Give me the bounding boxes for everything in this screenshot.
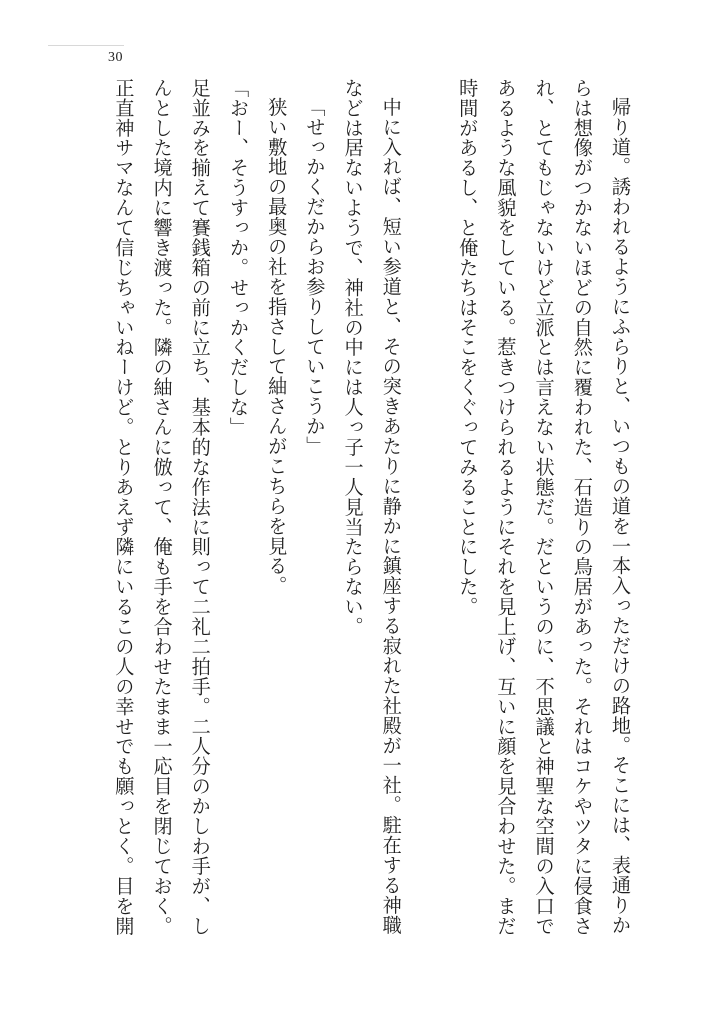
text-line: 「おー、そうすっか。せっかくだしな」 [226, 78, 250, 438]
text-line: 中に入れば、短い参道と、その突きあたりに静かに鎮座する寂れた社殿が一社。駐在する神職 [379, 97, 403, 935]
text-line: 時間があるし、と俺たちはそこをくぐってみることにした。 [456, 78, 480, 617]
text-line: などは居ないようで、神社の中には人っ子一人見当たらない。 [341, 78, 365, 637]
text-line: 狭い敷地の最奥の社を指さして紬さんがこちらを見る。 [265, 97, 289, 596]
text-line: 「せっかくだからお参りしていこうか」 [303, 97, 327, 457]
text-line: 足並みを揃えて賽銭箱の前に立ち、基本的な作法に則って二礼二拍手。二人分のかしわ手が、し [188, 78, 212, 936]
blank-line [414, 78, 445, 958]
text-line: れ、とてもじゃないけど立派とは言えない状態だ。だというのに、不思議と神聖な空間の入口で [532, 78, 556, 936]
text-line: あるような風貌をしている。惹きつけられるようにそれを見上げ、互いに顔を見合わせた。まだ [494, 78, 518, 936]
header-rule [48, 45, 124, 46]
vertical-text-block [108, 78, 636, 958]
text-line: んとした境内に響き渡った。隣の紬さんに倣って、俺も手を合わせたまま一応目を閉じておく。 [150, 78, 174, 936]
text-line: らは想像がつかないほどの自然に覆われた、石造りの鳥居があった。それはコケやツタに侵食さ [570, 78, 594, 936]
text-line: 正直神サマなんて信じちゃいねーけど。とりあえず隣にいるこの人の幸せでも願っとく。目を開 [112, 78, 136, 936]
text-line: 帰り道。誘われるようにふらりと、いつもの道を一本入っただけの路地。そこには、表通りか [609, 97, 632, 935]
page-number: 30 [108, 50, 123, 65]
